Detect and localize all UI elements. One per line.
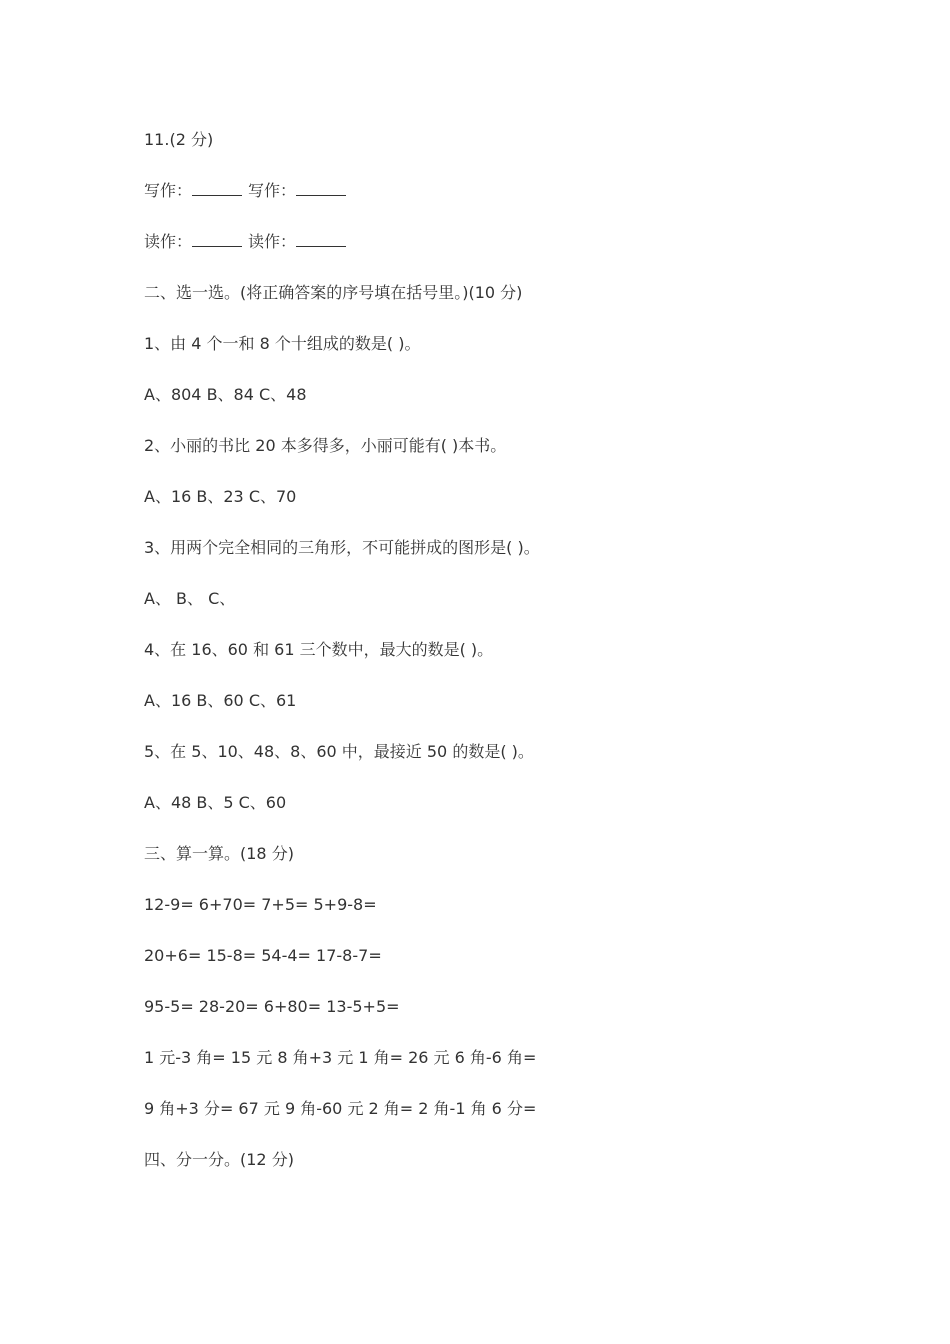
choice-options-5: A、48 B、5 C、60 (144, 793, 287, 812)
calc-row-2: 20+6= 15-8= 54-4= 17-8-7= (144, 946, 382, 965)
calc-row-4: 1 元-3 角= 15 元 8 角+3 元 1 角= 26 元 6 角-6 角= (144, 1048, 537, 1067)
section-3-heading: 三、算一算。(18 分) (144, 844, 294, 863)
choice-question-2: 2、小丽的书比 20 本多得多，小丽可能有( )本书。 (144, 436, 507, 455)
choice-question-4: 4、在 16、60 和 61 三个数中，最大的数是( )。 (144, 640, 494, 659)
calc-row-1: 12-9= 6+70= 7+5= 5+9-8= (144, 895, 377, 914)
calc-row-5: 9 角+3 分= 67 元 9 角-60 元 2 角= 2 角-1 角 6 分= (144, 1099, 537, 1118)
read-blank-2[interactable] (296, 232, 346, 247)
question-11-heading: 11.(2 分) (144, 130, 214, 149)
section-2-heading: 二、选一选。(将正确答案的序号填在括号里。)(10 分) (144, 283, 523, 302)
write-label-2: 写作： (248, 181, 297, 200)
choice-options-3: A、 B、 C、 (144, 589, 236, 608)
write-row (144, 181, 352, 201)
choice-question-3: 3、用两个完全相同的三角形，不可能拼成的图形是( )。 (144, 538, 540, 557)
choice-options-1: A、804 B、84 C、48 (144, 385, 307, 404)
choice-options-4: A、16 B、60 C、61 (144, 691, 297, 710)
calc-row-3: 95-5= 28-20= 6+80= 13-5+5= (144, 997, 400, 1016)
choice-question-1: 1、由 4 个一和 8 个十组成的数是( )。 (144, 334, 421, 353)
read-blank-1[interactable] (192, 232, 242, 247)
read-label-1: 读作： (144, 232, 193, 251)
read-row (144, 232, 352, 252)
write-blank-1[interactable] (192, 181, 242, 196)
write-blank-2[interactable] (296, 181, 346, 196)
choice-options-2: A、16 B、23 C、70 (144, 487, 297, 506)
choice-question-5: 5、在 5、10、48、8、60 中，最接近 50 的数是( )。 (144, 742, 534, 761)
read-label-2: 读作： (248, 232, 297, 251)
write-label-1: 写作： (144, 181, 193, 200)
section-4-heading: 四、分一分。(12 分) (144, 1150, 294, 1169)
